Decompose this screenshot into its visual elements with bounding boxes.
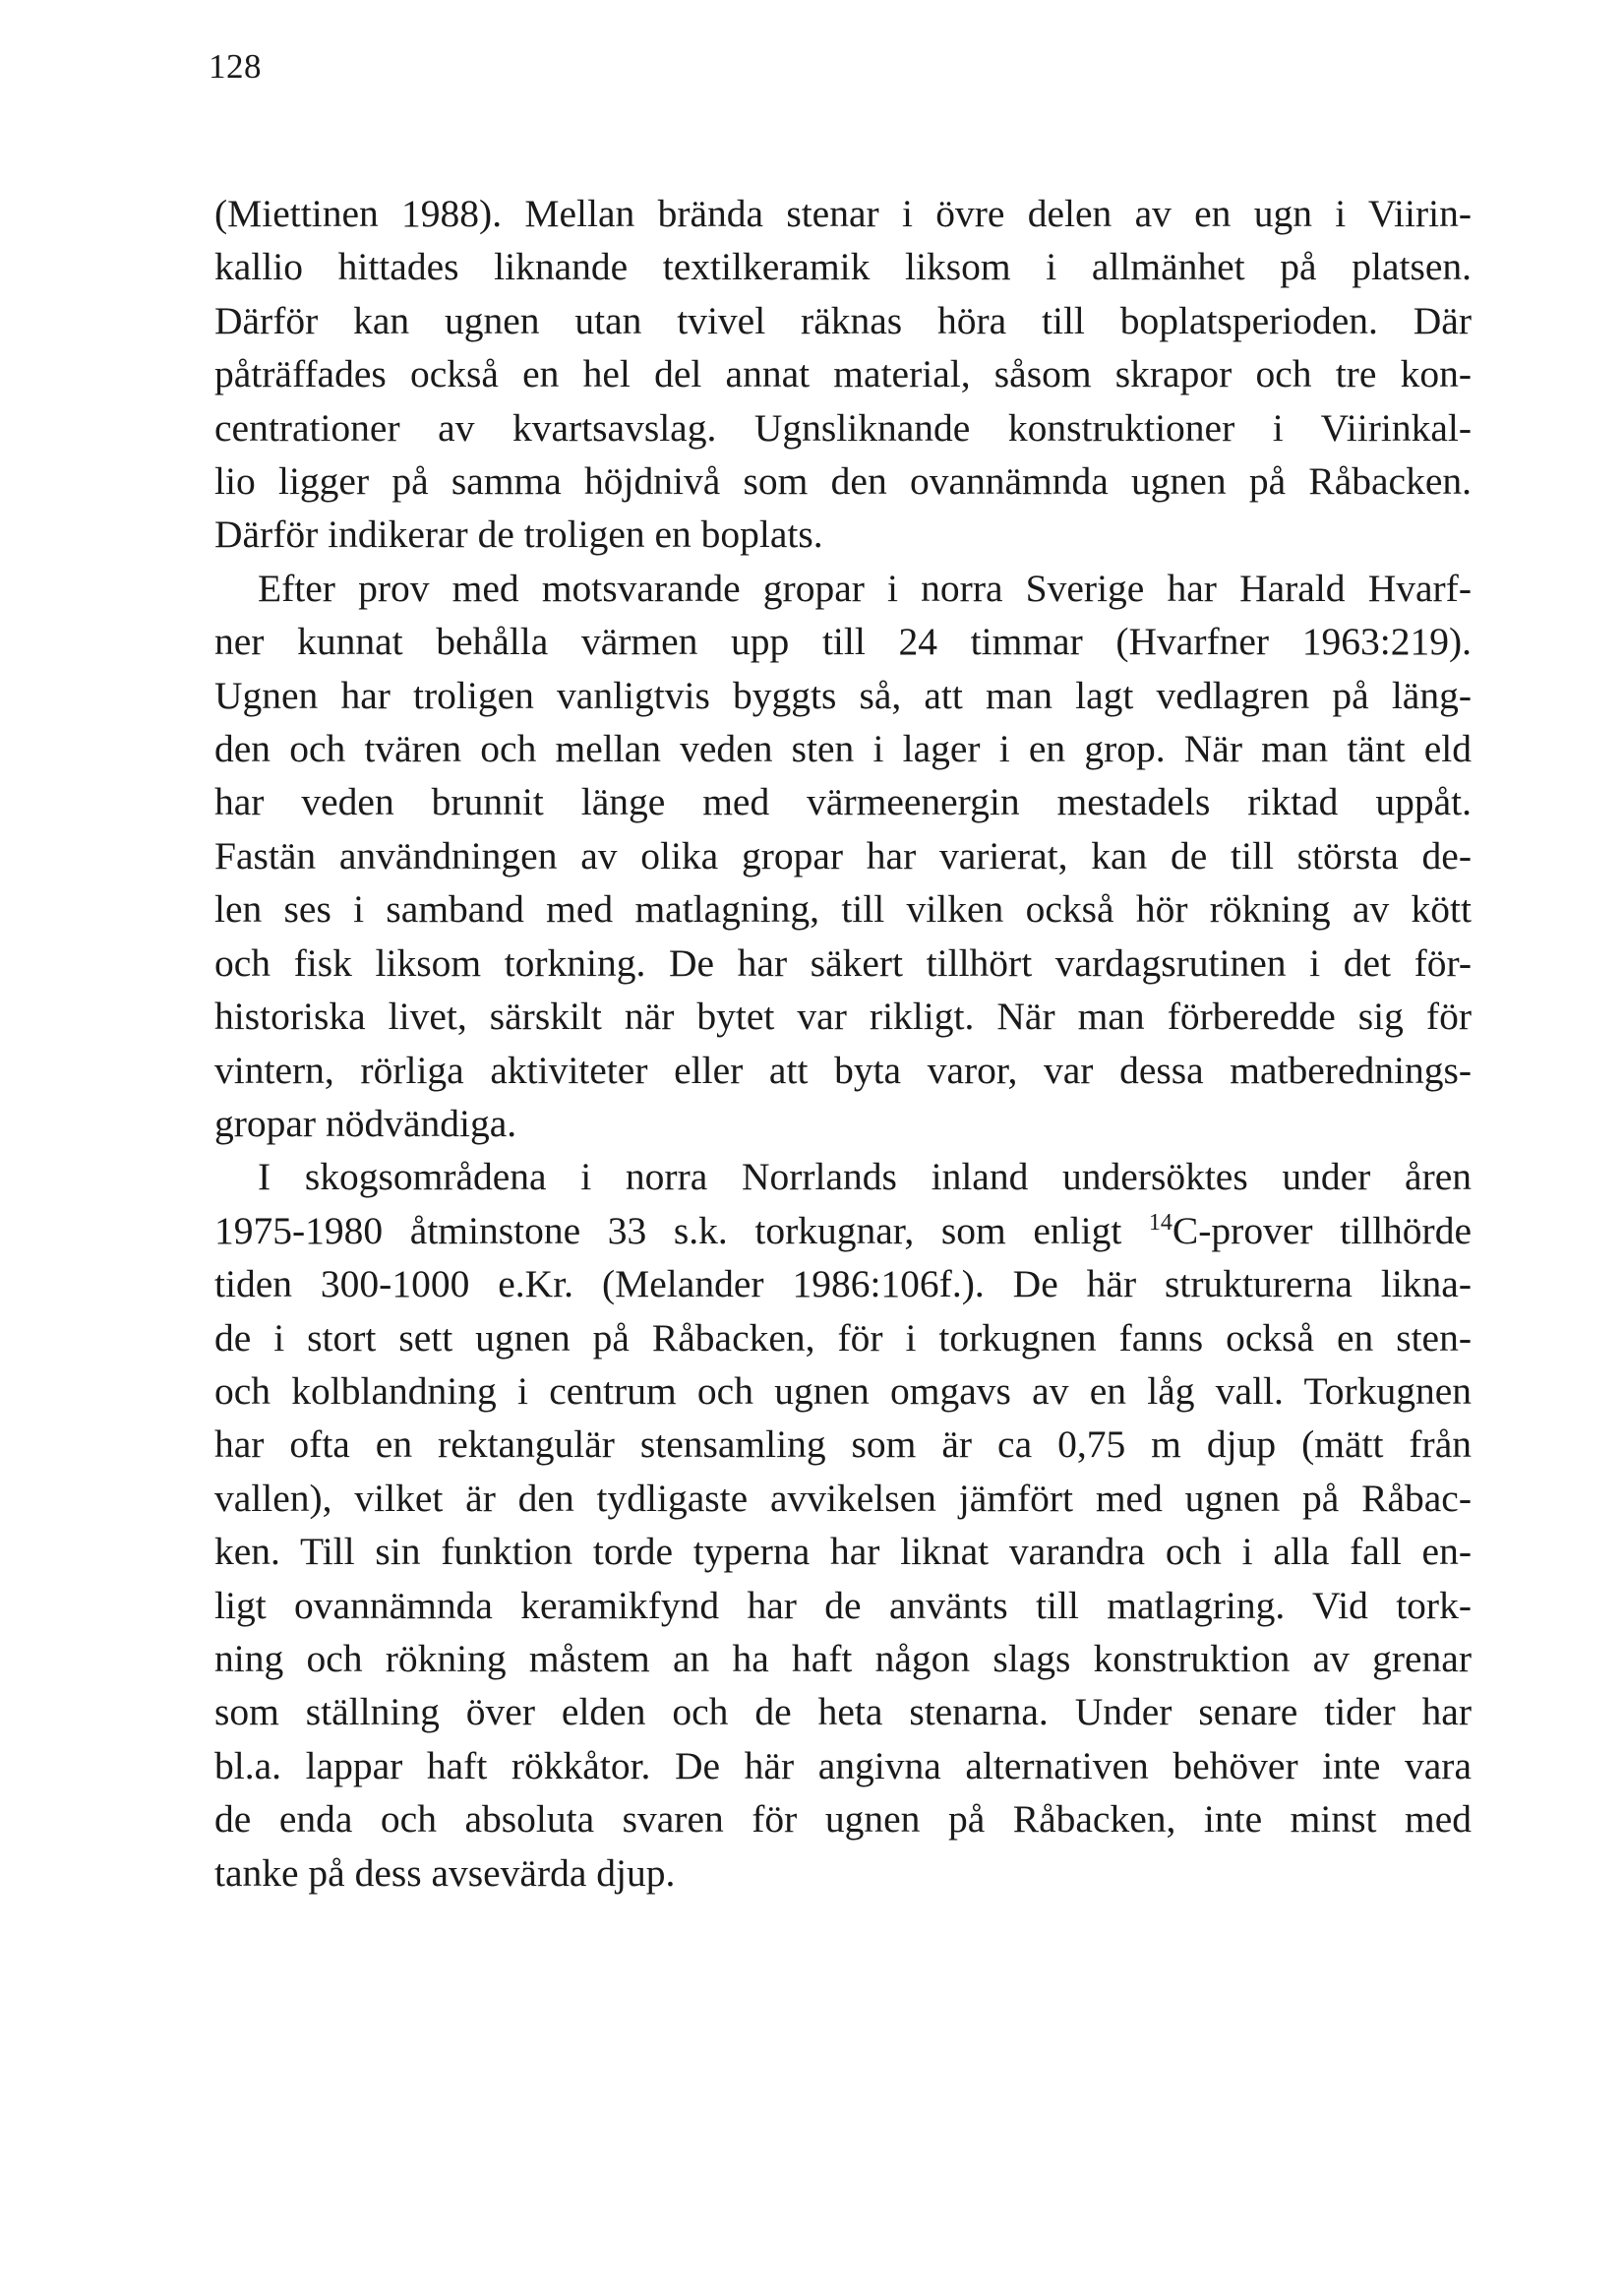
paragraph-3 [214, 1150, 1472, 1900]
text-line: Därför kan ugnen utan tvivel räknas höra till boplatsperioden. Där [214, 298, 1472, 342]
text-line: ner kunnat behålla värmen upp till 24 timmar (Hvarfner 1963:219). [214, 620, 1472, 664]
text-line: (Miettinen 1988). Mellan brända stenar i övre delen av en ugn i Viirin- [214, 192, 1472, 235]
text-line: ligt ovannämnda keramikfynd har de använts till matlagring. Vid tork- [214, 1583, 1472, 1627]
text-line: som ställning över elden och de heta stenarna. Under senare tider har [214, 1690, 1472, 1734]
text-line: historiska livet, särskilt när bytet var rikligt. När man förberedde sig för [214, 995, 1472, 1039]
text-line: gropar nödvändiga. [214, 1101, 517, 1145]
text-line: Därför indikerar de troligen en boplats. [214, 513, 823, 557]
text-line: de i stort sett ugnen på Råbacken, för i torkugnen fanns också en sten- [214, 1315, 1472, 1359]
text-line: och fisk liksom torkning. De har säkert tillhört vardagsrutinen i det för- [214, 940, 1472, 985]
paragraph-2 [214, 562, 1472, 1150]
body-text [214, 187, 1472, 1900]
text-line: de enda och absoluta svaren för ugnen på Råbacken, inte minst med [214, 1797, 1472, 1842]
text-line: I skogsområdena i norra Norrlands inland undersöktes under åren [258, 1155, 1472, 1199]
text-line: vintern, rörliga aktiviteter eller att byta varor, var dessa matberednings- [214, 1048, 1472, 1092]
text-line: Ugnen har troligen vanligtvis byggts så, att man lagt vedlagren på läng- [214, 673, 1472, 717]
text-line: tanke på dess avsevärda djup. [214, 1850, 676, 1895]
text-line: bl.a. lappar haft rökkåtor. De här angivna alternativen behöver inte vara [214, 1743, 1472, 1787]
text-line: ning och rökning måstem an ha haft någon slags konstruktion av grenar [214, 1636, 1472, 1680]
text-line: den och tvären och mellan veden sten i lager i en grop. När man tänt eld [214, 727, 1472, 771]
text-segment: 1975-1980 åtminstone 33 s.k. torkugnar, som enligt [214, 1208, 1149, 1252]
text-line: tiden 300-1000 e.Kr. (Melander 1986:106f.). De här strukturerna likna- [214, 1262, 1472, 1306]
text-line-with-superscript [214, 1204, 1472, 1257]
superscript: 14 [1148, 1209, 1173, 1236]
paragraph-1 [214, 187, 1472, 562]
text-line: vallen), vilket är den tydligaste avvikelsen jämfört med ugnen på Råbac- [214, 1476, 1472, 1520]
text-segment: C-prover tillhörde [1172, 1208, 1472, 1252]
text-line: ken. Till sin funktion torde typerna har liknat varandra och i alla fall en- [214, 1530, 1472, 1574]
text-line: len ses i samband med matlagning, till vilken också hör rökning av kött [214, 887, 1472, 932]
text-line: och kolblandning i centrum och ugnen omgavs av en låg vall. Torkugnen [214, 1368, 1472, 1413]
text-line: Efter prov med motsvarande gropar i norra Sverige har Harald Hvarf- [258, 566, 1472, 610]
text-line: påträffades också en hel del annat material, såsom skrapor och tre kon- [214, 352, 1472, 396]
text-line: centrationer av kvartsavslag. Ugnsliknande konstruktioner i Viirinkal- [214, 405, 1472, 450]
text-line: har ofta en rektangulär stensamling som är ca 0,75 m djup (mätt från [214, 1422, 1472, 1467]
text-line: kallio hittades liknande textilkeramik liksom i allmänhet på platsen. [214, 245, 1472, 289]
text-line: har veden brunnit länge med värmeenergin mestadels riktad uppåt. [214, 780, 1472, 824]
text-line: Fastän användningen av olika gropar har varierat, kan de till största de- [214, 833, 1472, 877]
text-line: lio ligger på samma höjdnivå som den ovannämnda ugnen på Råbacken. [214, 459, 1472, 504]
page-number: 128 [209, 47, 262, 86]
